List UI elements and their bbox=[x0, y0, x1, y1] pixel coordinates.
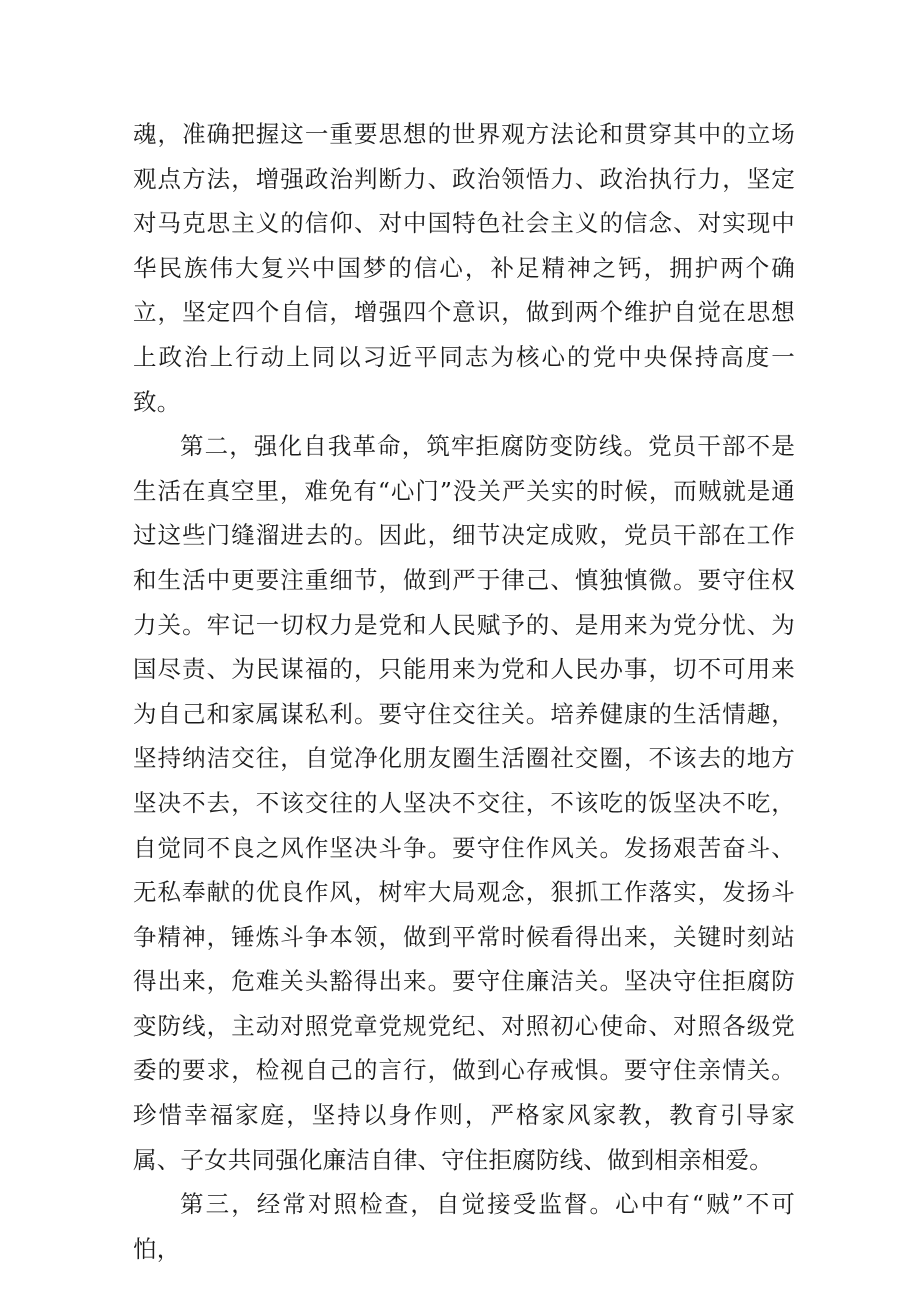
paragraph-3: 第三，经常对照检查，自觉接受监督。心中有“贼”不可怕， bbox=[133, 1190, 795, 1263]
paragraph-2: 第二，强化自我革命，筑牢拒腐防变防线。党员干部不是生活在真空里，难免有“心门”没关严关实的时候，而贼就是通过这些门缝溜进去的。因此，细节决定成败，党员干部在工作和生活中更要注重细节，做到严于律己、慎独慎微。要守住权力关。牢记一切权力是党和人民赋予的、是用来为党分忧、为国尽责、为民谋福的，只能用来为党和人民办事，切不可用来为自己和家属谋私利。要守住交往关。培养健康的生活情趣，坚持纳洁交往，自觉净化朋友圈生活圈社交圈，不该去的地方坚决不去，不该交往的人坚决不交往，不该吃的饭坚决不吃，自觉同不良之风作坚决斗争。要守住作风关。发扬艰苦奋斗、无私奉献的优良作风，树牢大局观念，狠抓工作落实，发扬斗争精神，锤炼斗争本领，做到平常时候看得出来，关键时刻站得出来，危难关头豁得出来。要守住廉洁关。坚决守住拒腐防变防线，主动对照党章党规党纪、对照初心使命、对照各级党委的要求，检视自己的言行，做到心存戒惧。要守住亲情关。珍惜幸福家庭，坚持以身作则，严格家风家教，教育引导家属、子女共同强化廉洁自律、守住拒腐防线、做到相亲相爱。 bbox=[133, 432, 795, 1174]
document-body bbox=[133, 112, 795, 1271]
paragraph-1: 魂，准确把握这一重要思想的世界观方法论和贯穿其中的立场观点方法，增强政治判断力、政治领悟力、政治执行力，坚定对马克思主义的信仰、对中国特色社会主义的信念、对实现中华民族伟大复兴中国梦的信心，补足精神之钙，拥护两个确立，坚定四个自信，增强四个意识，做到两个维护自觉在思想上政治上行动上同以习近平同志为核心的党中央保持高度一致。 bbox=[133, 120, 795, 416]
